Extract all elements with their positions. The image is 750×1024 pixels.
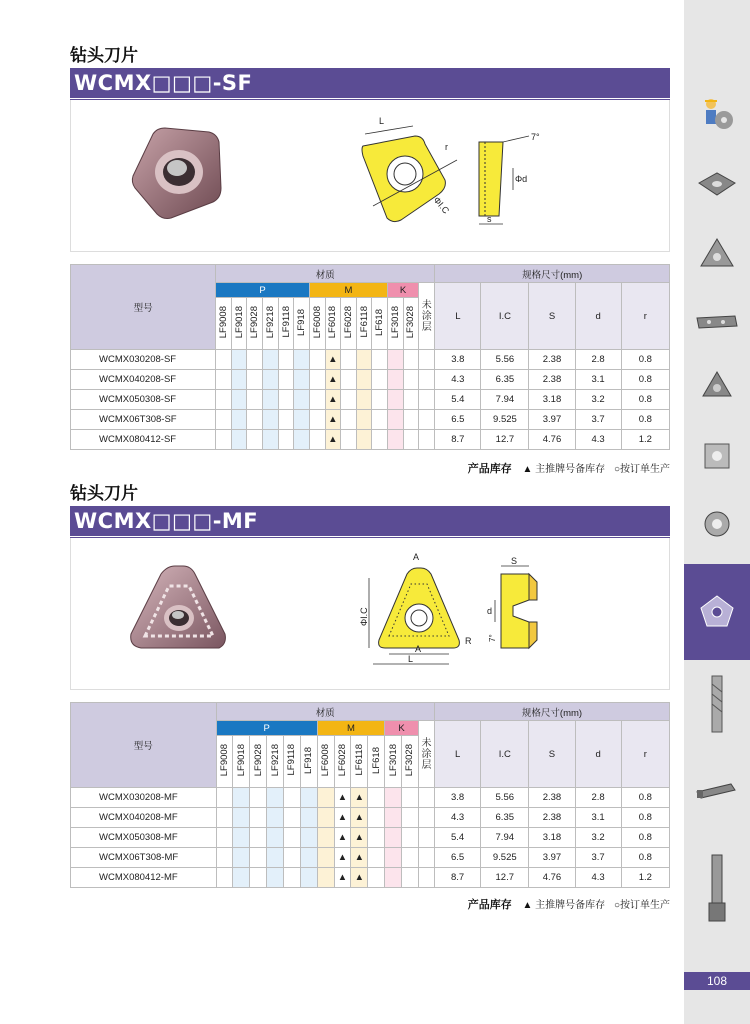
dim-label-angle: 7° [531,132,540,142]
table-row [71,430,670,450]
value-IC: 9.525 [481,848,529,868]
model-cell: WCMX040208-SF [71,370,216,390]
value-L: 5.4 [435,828,481,848]
drill-insert-icon[interactable] [684,564,750,660]
model-cell: WCMX080412-MF [71,868,217,888]
dim-label-L: L [379,116,385,126]
grade-header: LF618 [372,298,388,350]
grade-uncoated: 未涂层 [418,721,434,788]
size-col-L: L [435,721,481,788]
grade-header: LF3028 [402,736,419,788]
size-col-d: d [575,283,621,350]
value-d: 3.7 [575,848,621,868]
value-d: 3.1 [575,808,621,828]
value-S: 2.38 [529,788,575,808]
grade-header: LF9218 [263,298,279,350]
group-m: M [309,283,387,298]
group-p: P [216,721,317,736]
grade-header: LF9018 [233,736,250,788]
model-cell: WCMX040208-MF [71,808,217,828]
grade-header: LF3018 [387,298,403,350]
group-m: M [317,721,384,736]
grade-header: LF9018 [231,298,247,350]
table-row [71,390,670,410]
group-k: K [385,721,419,736]
value-d: 3.1 [575,370,621,390]
table-row [71,808,670,828]
value-r: 0.8 [621,848,669,868]
material-header: 材质 [216,265,435,283]
value-r: 0.8 [621,410,669,430]
value-IC: 7.94 [481,828,529,848]
stock-mark: ▲ [351,848,368,868]
value-r: 1.2 [621,868,669,888]
grade-header: LF9008 [216,298,232,350]
legend-order: ○按订单生产 [613,900,670,911]
square-hole-insert-icon[interactable] [684,430,750,482]
table-row [71,350,670,370]
insert-figure [70,538,670,690]
dim-label-L: L [408,654,414,664]
insert-top-view-diagram [353,548,483,668]
insert-side-view-diagram [483,554,563,664]
value-IC: 12.7 [481,430,529,450]
insert-figure [70,100,670,252]
stock-legend [468,460,670,476]
value-r: 0.8 [621,370,669,390]
model-cell: WCMX06T308-MF [71,848,217,868]
section-title: 钻头刀片 [70,46,138,66]
grade-header: LF9218 [267,736,284,788]
stock-mark: ▲ [334,868,351,888]
size-col-IC: I.C [481,721,529,788]
dim-label-R: R [465,636,472,646]
stock-mark: ▲ [334,828,351,848]
dim-label-s: s [487,214,492,224]
stock-mark: ▲ [334,848,351,868]
value-d: 4.3 [575,868,621,888]
value-S: 3.18 [529,390,575,410]
grade-header: LF9118 [278,298,294,350]
size-col-r: r [621,721,669,788]
value-d: 3.7 [575,410,621,430]
value-d: 2.8 [575,788,621,808]
value-L: 6.5 [435,848,481,868]
value-L: 5.4 [435,390,481,410]
value-S: 2.38 [529,370,575,390]
legend-stock: ▲ 主推牌号备库存 [522,900,606,911]
value-L: 6.5 [435,410,481,430]
worker-gear-icon[interactable] [684,88,750,140]
size-col-S: S [529,283,575,350]
stock-mark: ▲ [351,868,368,888]
size-col-IC: I.C [481,283,529,350]
value-r: 0.8 [621,828,669,848]
legend-stock: ▲ 主推牌号备库存 [522,464,606,475]
table-row [71,868,670,888]
dim-label-d: d [487,606,493,616]
grade-header: LF918 [300,736,317,788]
stock-mark: ▲ [334,808,351,828]
model-title-bar: WCMX□□□-SF [70,68,670,98]
grade-header: LF9028 [247,298,263,350]
indexable-drill-icon[interactable] [684,862,750,914]
grade-header: LF6118 [356,298,372,350]
grade-header: LF6008 [309,298,325,350]
value-IC: 5.56 [481,788,529,808]
value-r: 0.8 [621,808,669,828]
model-header: 型号 [71,703,217,788]
dim-label-ic: ΦI.C [359,607,369,626]
value-IC: 7.94 [481,390,529,410]
size-col-S: S [529,721,575,788]
value-S: 2.38 [529,350,575,370]
model-cell: WCMX030208-MF [71,788,217,808]
value-r: 1.2 [621,430,669,450]
size-header: 规格尺寸(mm) [435,703,670,721]
model-header: 型号 [71,265,216,350]
dim-label-d: Φd [515,174,528,184]
value-L: 3.8 [435,788,481,808]
value-r: 0.8 [621,788,669,808]
value-L: 8.7 [435,868,481,888]
grade-header: LF9028 [250,736,267,788]
model-cell: WCMX050308-MF [71,828,217,848]
value-S: 3.97 [529,410,575,430]
dim-label-A: A [413,552,420,562]
stock-mark: ▲ [325,410,341,430]
grade-header: LF3028 [403,298,419,350]
table-row [71,370,670,390]
table-row [71,828,670,848]
grade-header: LF6118 [351,736,368,788]
value-S: 3.97 [529,848,575,868]
round-insert-icon[interactable] [684,498,750,550]
stock-mark: ▲ [334,788,351,808]
legend-title: 产品库存 [467,462,512,475]
value-d: 3.2 [575,828,621,848]
grade-header: LF918 [294,298,310,350]
table-row [71,788,670,808]
value-d: 4.3 [575,430,621,450]
threading-insert-icon[interactable] [684,360,750,412]
insert-side-view-diagram [473,116,563,226]
section-title: 钻头刀片 [70,484,138,504]
value-S: 3.18 [529,828,575,848]
grade-header: LF6028 [341,298,357,350]
value-L: 4.3 [435,808,481,828]
table-row [71,848,670,868]
size-header: 规格尺寸(mm) [435,265,670,283]
insert-photo [123,556,233,666]
category-sidebar [684,0,750,1024]
material-header: 材质 [216,703,434,721]
spec-table-mf [70,702,670,888]
section-sf [70,44,670,475]
value-IC: 12.7 [481,868,529,888]
grooving-insert-icon[interactable] [684,296,750,348]
dim-label-S: S [511,556,518,566]
value-IC: 5.56 [481,350,529,370]
size-col-d: d [575,721,621,788]
legend-title: 产品库存 [467,898,512,911]
value-IC: 9.525 [481,410,529,430]
square-insert-icon[interactable] [684,158,750,210]
value-d: 3.2 [575,390,621,410]
value-r: 0.8 [621,390,669,410]
boring-bar-icon[interactable] [684,764,750,816]
model-title-bar: WCMX□□□-MF [70,506,670,536]
stock-mark: ▲ [351,788,368,808]
model-cell: WCMX030208-SF [71,350,216,370]
stock-legend [468,896,670,912]
grade-header: LF3018 [385,736,402,788]
stock-mark: ▲ [325,350,341,370]
grade-header: LF9118 [283,736,300,788]
size-col-L: L [435,283,481,350]
trigon-insert-icon[interactable] [684,228,750,280]
dim-label-A2: A [415,644,422,654]
value-S: 2.38 [529,808,575,828]
size-col-r: r [621,283,669,350]
value-L: 8.7 [435,430,481,450]
dim-label-ic: ΦI.C [431,194,452,216]
stock-mark: ▲ [351,828,368,848]
value-L: 4.3 [435,370,481,390]
value-IC: 6.35 [481,370,529,390]
page-number: 108 [684,972,750,990]
grade-header: LF6028 [334,736,351,788]
grade-header: LF9008 [216,736,233,788]
grade-header: LF618 [368,736,385,788]
end-mill-icon[interactable] [684,678,750,730]
group-k: K [387,283,418,298]
value-d: 2.8 [575,350,621,370]
insert-photo [123,118,233,228]
dim-label-angle: 7° [488,634,497,642]
stock-mark: ▲ [351,808,368,828]
grade-header: LF6008 [317,736,334,788]
legend-order: ○按订单生产 [613,464,670,475]
value-S: 4.76 [529,430,575,450]
value-IC: 6.35 [481,808,529,828]
stock-mark: ▲ [325,370,341,390]
value-L: 3.8 [435,350,481,370]
model-cell: WCMX06T308-SF [71,410,216,430]
spec-table-sf [70,264,670,450]
value-S: 4.76 [529,868,575,888]
section-mf [70,482,670,911]
value-r: 0.8 [621,350,669,370]
table-row [71,410,670,430]
stock-mark: ▲ [325,430,341,450]
dim-label-r: r [445,142,448,152]
insert-top-view-diagram [353,116,473,226]
grade-header: LF6018 [325,298,341,350]
group-p: P [216,283,310,298]
stock-mark: ▲ [325,390,341,410]
model-cell: WCMX080412-SF [71,430,216,450]
model-cell: WCMX050308-SF [71,390,216,410]
grade-uncoated: 未涂层 [419,283,435,350]
